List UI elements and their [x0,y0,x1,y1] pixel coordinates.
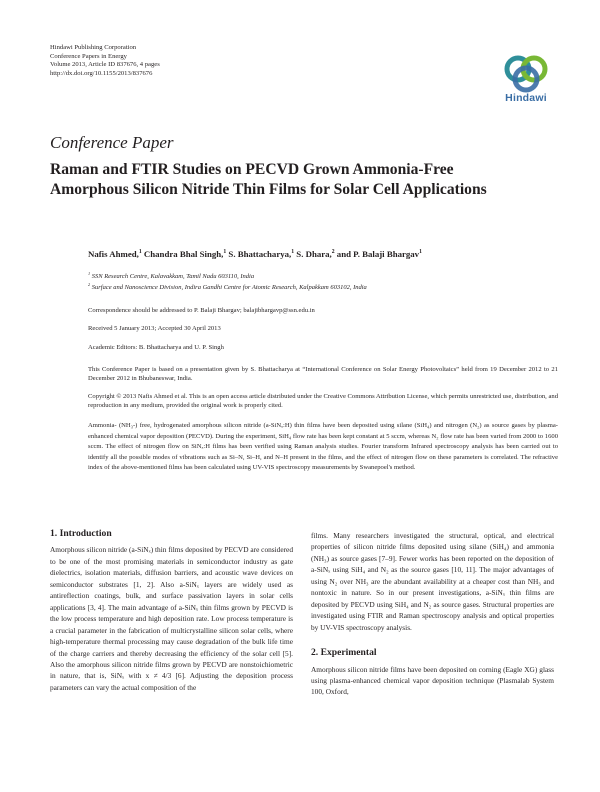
affiliation-number: 2 [88,281,91,287]
experimental-paragraph: Amorphous silicon nitride films have been deposited on corning (Eagle XG) glass using plasma-enhanced chemical vapor deposition technique (Plasmalab System 100, Oxford, [311,664,554,697]
affiliation-2 [88,283,367,292]
doi-link[interactable]: http://dx.doi.org/10.1155/2013/837676 [50,69,153,77]
author-affiliation-mark: 1 [138,249,142,256]
correspondence: Correspondence should be addressed to P. Balaji Bhargav; balajibhargavp@ssn.edu.in [88,307,315,314]
author-name: Chandra Bhal Singh, [143,249,224,259]
conference-note: This Conference Paper is based on a presentation given by S. Bhattacharya at “International Conference on Solar Energy Photovoltaics” held from 19 December 2012 to 21 December 2012 in Bhubaneswar, India. [88,366,558,382]
hindawi-logo-text: Hindawi [505,92,547,104]
author-name: S. Dhara, [296,249,332,259]
academic-editors: Academic Editors: B. Bhattacharya and U. P. Singh [88,344,224,351]
author-name: S. Bhattacharya, [228,249,292,259]
publisher-name: Hindawi Publishing Corporation [50,44,137,51]
author-affiliation-mark: 1 [419,249,422,256]
author-affiliation-mark: 1 [291,249,295,256]
author-affiliation-mark: 2 [331,249,335,256]
introduction-continued-paragraph: films. Many researchers investigated the structural, optical, and electrical properties of silicon nitride films deposited using silane (SiH₄) and ammonia (NH₃) as source gases [7–9]. Fewer works has been reported on the deposition of a-SiNₓ using SiH₄ and N₂ as the source gases [10, 11]. The major advantages of using N₂ over NH₃ are the abundant availability at a cheaper cost than NH₃ and nontoxic in nature. So in our present investigations, a-SiNₓ thin films are deposited by PECVD using SiH₄ and N₂ as source gases. Structural properties are investigated using FTIR and Raman spectroscopy analysis and optical properties by UV-VIS spectroscopy analysis. [311,531,554,632]
affiliation-text: Surface and Nanoscience Division, Indira Gandhi Centre for Atomic Research, Kalpakkam 603102, India [91,284,367,291]
section-heading-experimental: 2. Experimental [311,647,377,659]
author-list [88,249,558,259]
affiliation-1 [88,272,254,281]
author-name: Nafis Ahmed, [88,249,139,259]
right-column [311,530,554,698]
journal-name: Conference Papers in Energy [50,52,127,60]
author-name: and P. Balaji Bhargav [336,249,420,259]
affiliation-number: 1 [88,270,91,276]
received-date: Received 5 January 2013; Accepted 30 April 2013 [88,325,221,332]
author-affiliation-mark: 1 [223,249,227,256]
left-column [50,528,293,693]
abstract-text: Ammonia- (NH₃-) free, hydrogenated amorphous silicon nitride (a-SiNₓ:H) thin films have been deposited using silane (SiH₄) and nitrogen (N₂) as source gases by plasma-enhanced chemical vapor deposition (PECVD). During the experiment, SiH₄ flow rate has been kept constant at 5 sccm, whereas N₂ flow rate has been varied from 2000 to 1600 sccm. The effect of nitrogen flow on SiNₓ:H films has been verified using Raman analysis studies. Fourier transform Infrared spectroscopy analysis has been carried out to identify all the possible modes of vibrations such as Si–N, Si–H, and N–H present in the films, and the effect of nitrogen flow on these parameters is correlated. The refractive index of the above-mentioned films has been calculated using UV-VIS spectroscopy measurements by Swanepoel's method. [88,422,558,472]
journal-header [50,44,160,78]
copyright-notice: Copyright © 2013 Nafis Ahmed et al. This is an open access article distributed under the Creative Commons Attribution License, which permits unrestricted use, distribution, and reproduction in any medium, provided the original work is properly cited. [88,393,558,409]
introduction-paragraph: Amorphous silicon nitride (a-SiNₓ) thin films deposited by PECVD are considered to be one of the most promising materials in semiconductor industry as gate dielectrics, isolation materials, diffusion barriers, and acoustic wave devices on semiconductor substrates [1, 2]. Also a-SiNₓ layers are widely used as antireflection coatings, bulk, and surface passivation layers in solar cells applications [3, 4]. The main advantage of a-SiNₓ thin films grown by PECVD is the low process temperature and high deposition rate. Low process temperature is a crucial parameter in the fabrication of multicrystalline silicon solar cells, where high-temperature thermal processing may cause degradation of the bulk life time of the charge carriers and thereby decreasing the efficiency of the solar cell [5]. Also the amorphous silicon nitride films grown by PECVD are nonstoichiometric in nature, that is, SiNₓ with x ≠ 4/3 [6]. Adjusting the deposition process parameters can vary the actual composition of the [50,545,293,692]
section-heading-introduction: 1. Introduction [50,528,112,539]
paper-title: Raman and FTIR Studies on PECVD Grown Ammonia-Free Amorphous Silicon Nitride Thin Films for Solar Cell Applications [50,161,487,198]
affiliation-text: SSN Research Centre, Kalavakkam, Tamil Nadu 603110, India [91,273,255,280]
article-type: Conference Paper [50,133,174,152]
volume-info: Volume 2013, Article ID 837676, 4 pages [50,61,160,69]
